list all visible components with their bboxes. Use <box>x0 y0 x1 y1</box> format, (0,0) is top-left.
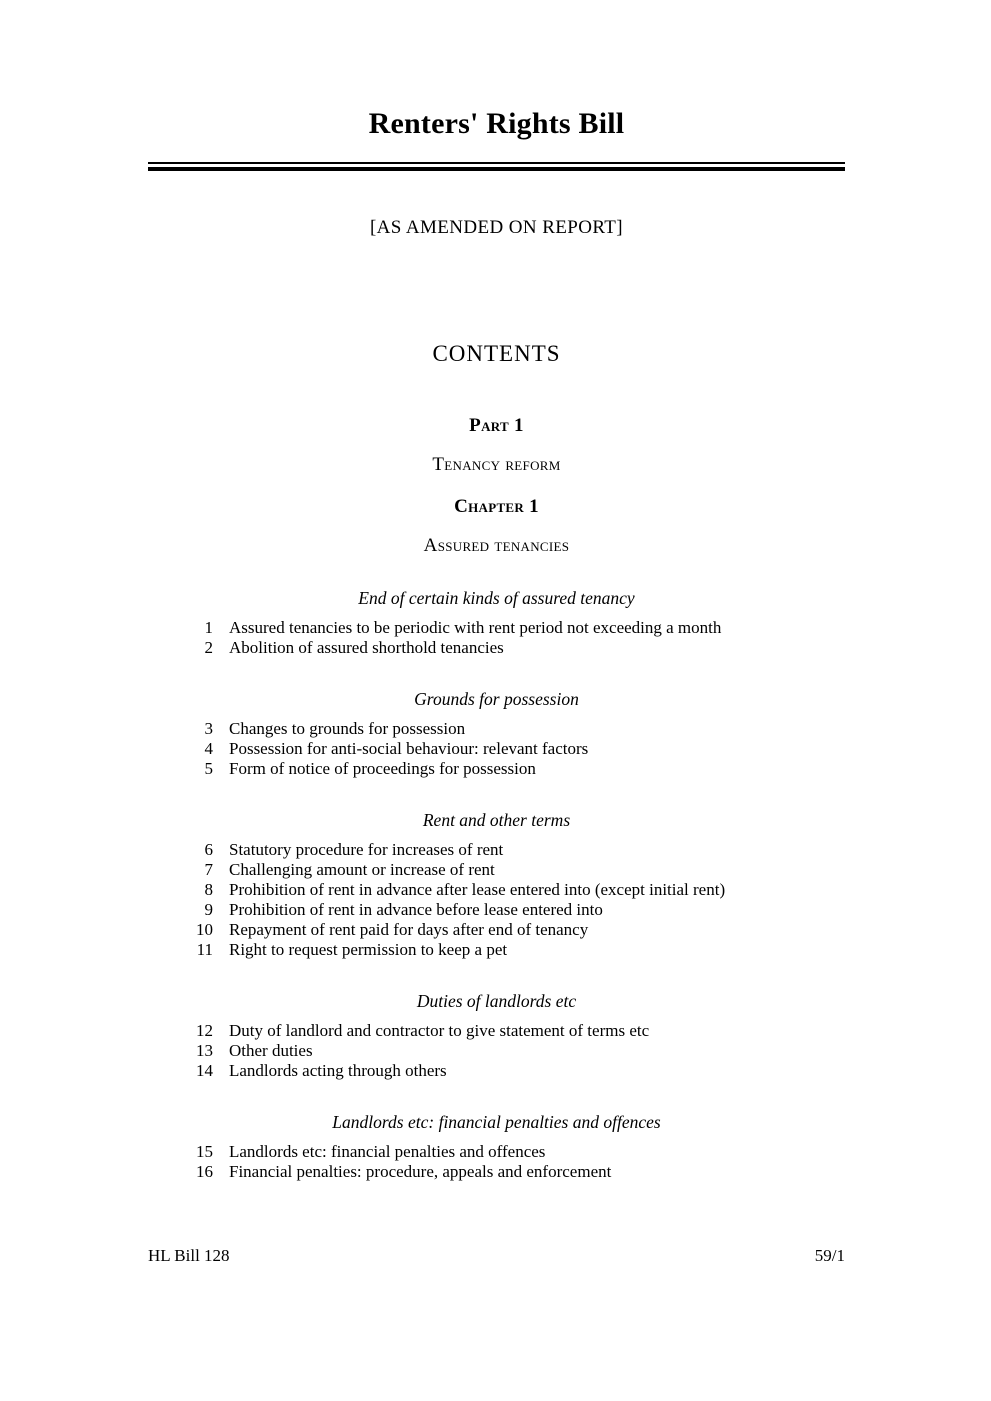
toc-row-clause-13 <box>148 1041 845 1061</box>
toc-row-clause-6 <box>148 840 845 860</box>
toc-group-grounds-for-possession <box>148 689 845 779</box>
toc-clause-title: Abolition of assured shorthold tenancies <box>229 638 504 658</box>
toc-row-clause-11 <box>148 940 845 960</box>
toc-clause-title: Prohibition of rent in advance before lease entered into <box>229 900 603 920</box>
toc-clause-title: Statutory procedure for increases of rent <box>229 840 504 860</box>
footer-session-ref: 59/1 <box>814 1246 845 1265</box>
toc-clause-number: 14 <box>196 1061 213 1081</box>
toc-row-clause-12 <box>148 1021 845 1041</box>
toc-clause-number: 16 <box>196 1162 213 1182</box>
toc-clause-number: 6 <box>204 840 213 860</box>
part-1-heading: Part 1 <box>469 415 524 437</box>
toc-clause-number: 5 <box>204 759 213 779</box>
footer-bill-number: HL Bill 128 <box>148 1246 230 1265</box>
part-1-subject: Tenancy reform <box>432 454 561 476</box>
toc-clause-title: Prohibition of rent in advance after lease entered into (except initial rent) <box>229 880 726 900</box>
toc-row-clause-9 <box>148 900 845 920</box>
toc-group-heading: Duties of landlords etc <box>416 991 577 1012</box>
toc-row-clause-5 <box>148 759 845 779</box>
toc-clause-number: 13 <box>196 1041 213 1061</box>
toc-clause-title: Landlords acting through others <box>229 1061 447 1081</box>
toc-clause-number: 3 <box>204 719 213 739</box>
toc-group-end-of-assured-tenancy <box>148 588 845 658</box>
title-rule <box>148 162 845 171</box>
toc-row-clause-4 <box>148 739 845 759</box>
toc-clause-number: 7 <box>204 860 213 880</box>
toc-group-rent-and-other-terms <box>148 810 845 960</box>
toc-clause-title: Duty of landlord and contractor to give statement of terms etc <box>229 1021 650 1041</box>
toc-group-duties-of-landlords <box>148 991 845 1081</box>
toc-clause-number: 1 <box>204 618 213 638</box>
toc-clause-number: 15 <box>196 1142 213 1162</box>
toc-group-heading: End of certain kinds of assured tenancy <box>358 588 635 609</box>
page-content <box>148 0 845 1182</box>
toc-clause-title: Financial penalties: procedure, appeals and enforcement <box>229 1162 612 1182</box>
toc-clause-title: Form of notice of proceedings for possession <box>229 759 536 779</box>
toc-clause-number: 8 <box>204 880 213 900</box>
chapter-1-heading: Chapter 1 <box>454 496 539 518</box>
toc-clause-title: Right to request permission to keep a pet <box>229 940 508 960</box>
toc-clause-title: Repayment of rent paid for days after end of tenancy <box>229 920 589 940</box>
toc-clause-number: 2 <box>204 638 213 658</box>
page-footer <box>148 1246 845 1266</box>
toc-group-heading: Landlords etc: financial penalties and offences <box>332 1112 661 1133</box>
toc-clause-title: Possession for anti-social behaviour: relevant factors <box>229 739 589 759</box>
toc-group-heading: Rent and other terms <box>422 810 571 831</box>
chapter-1-subject: Assured tenancies <box>423 535 570 557</box>
toc-clause-title: Other duties <box>229 1041 313 1061</box>
toc-row-clause-14 <box>148 1061 845 1081</box>
toc-row-clause-7 <box>148 860 845 880</box>
toc-clause-title: Landlords etc: financial penalties and offences <box>229 1142 546 1162</box>
toc-row-clause-16 <box>148 1162 845 1182</box>
amendment-note: [AS AMENDED ON REPORT] <box>369 217 624 239</box>
contents-heading: CONTENTS <box>432 341 561 367</box>
toc-clause-number: 10 <box>196 920 213 940</box>
toc-group-financial-penalties <box>148 1112 845 1182</box>
toc-row-clause-3 <box>148 719 845 739</box>
toc-clause-number: 9 <box>204 900 213 920</box>
toc-row-clause-2 <box>148 638 845 658</box>
toc-row-clause-1 <box>148 618 845 638</box>
toc-clause-title: Assured tenancies to be periodic with rent period not exceeding a month <box>229 618 722 638</box>
toc-group-heading: Grounds for possession <box>414 689 579 710</box>
toc-clause-title: Challenging amount or increase of rent <box>229 860 495 880</box>
toc-row-clause-15 <box>148 1142 845 1162</box>
toc-clause-number: 11 <box>196 940 213 960</box>
toc-clause-title: Changes to grounds for possession <box>229 719 466 739</box>
toc-row-clause-10 <box>148 920 845 940</box>
toc-clause-number: 4 <box>204 739 213 759</box>
bill-title: Renters' Rights Bill <box>368 107 625 140</box>
toc-row-clause-8 <box>148 880 845 900</box>
toc-clause-number: 12 <box>196 1021 213 1041</box>
